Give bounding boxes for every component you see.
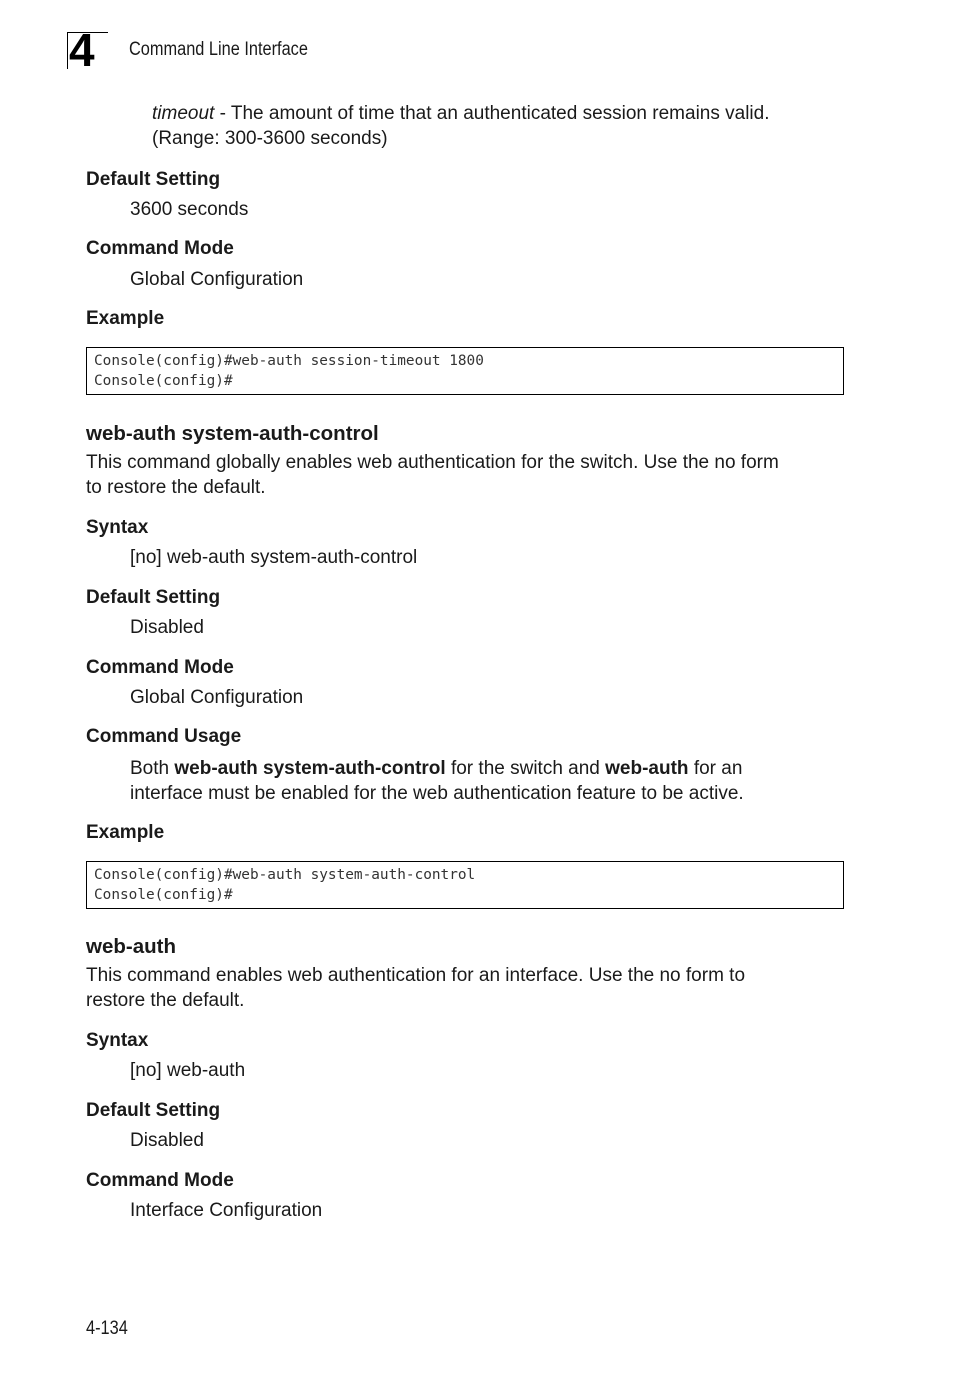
example-heading: Example — [86, 308, 165, 329]
example-heading: Example — [86, 822, 165, 843]
description-line: to restore the default. — [86, 477, 266, 498]
description-line: restore the default. — [86, 990, 245, 1011]
param-desc-line1: - The amount of time that an authenticated session remains valid. — [214, 103, 770, 124]
default-setting-value: 3600 seconds — [130, 199, 249, 220]
page-number: 4-134 — [86, 1318, 128, 1339]
description-line: This command enables web authentication for an interface. Use the no form to — [86, 965, 746, 986]
param-description — [152, 101, 770, 151]
chapter-number: 4 — [69, 24, 95, 76]
chapter-title: Command Line Interface — [129, 39, 308, 60]
command-mode-value: Interface Configuration — [130, 1200, 323, 1221]
syntax-value: [no] web-auth — [130, 1060, 246, 1081]
command-usage-text — [130, 756, 744, 806]
command-mode-heading: Command Mode — [86, 657, 234, 678]
syntax-heading: Syntax — [86, 517, 149, 538]
usage-command-bold: web-auth — [605, 758, 689, 779]
code-example-box — [86, 347, 844, 395]
default-setting-heading: Default Setting — [86, 1100, 221, 1121]
usage-text: for an — [688, 758, 743, 779]
command-description — [86, 450, 779, 500]
command-title: web-auth — [86, 935, 176, 958]
code-line: Console(config)#web-auth session-timeout 1800 — [94, 353, 484, 369]
syntax-heading: Syntax — [86, 1030, 149, 1051]
usage-text: for the switch and — [445, 758, 606, 779]
usage-text: Both — [130, 758, 175, 779]
code-line: Console(config)# — [94, 372, 233, 389]
usage-line: interface must be enabled for the web authentication feature to be active. — [130, 783, 744, 804]
param-name: timeout — [152, 103, 215, 124]
usage-command-bold: web-auth system-auth-control — [174, 758, 446, 779]
default-setting-heading: Default Setting — [86, 587, 221, 608]
code-example-box — [86, 861, 844, 909]
syntax-value: [no] web-auth system-auth-control — [130, 547, 418, 568]
command-mode-heading: Command Mode — [86, 1170, 234, 1191]
command-mode-value: Global Configuration — [130, 687, 304, 708]
description-line: This command globally enables web authentication for the switch. Use the no form — [86, 452, 779, 473]
default-setting-value: Disabled — [130, 617, 204, 638]
code-line: Console(config)# — [94, 886, 233, 903]
param-desc-line2: (Range: 300-3600 seconds) — [152, 128, 388, 149]
code-line: Console(config)#web-auth system-auth-control — [94, 867, 476, 883]
command-mode-value: Global Configuration — [130, 269, 304, 290]
default-setting-heading: Default Setting — [86, 169, 221, 190]
command-description — [86, 963, 745, 1013]
command-mode-heading: Command Mode — [86, 238, 234, 259]
default-setting-value: Disabled — [130, 1130, 204, 1151]
command-usage-heading: Command Usage — [86, 726, 242, 747]
command-title: web-auth system-auth-control — [86, 422, 379, 445]
